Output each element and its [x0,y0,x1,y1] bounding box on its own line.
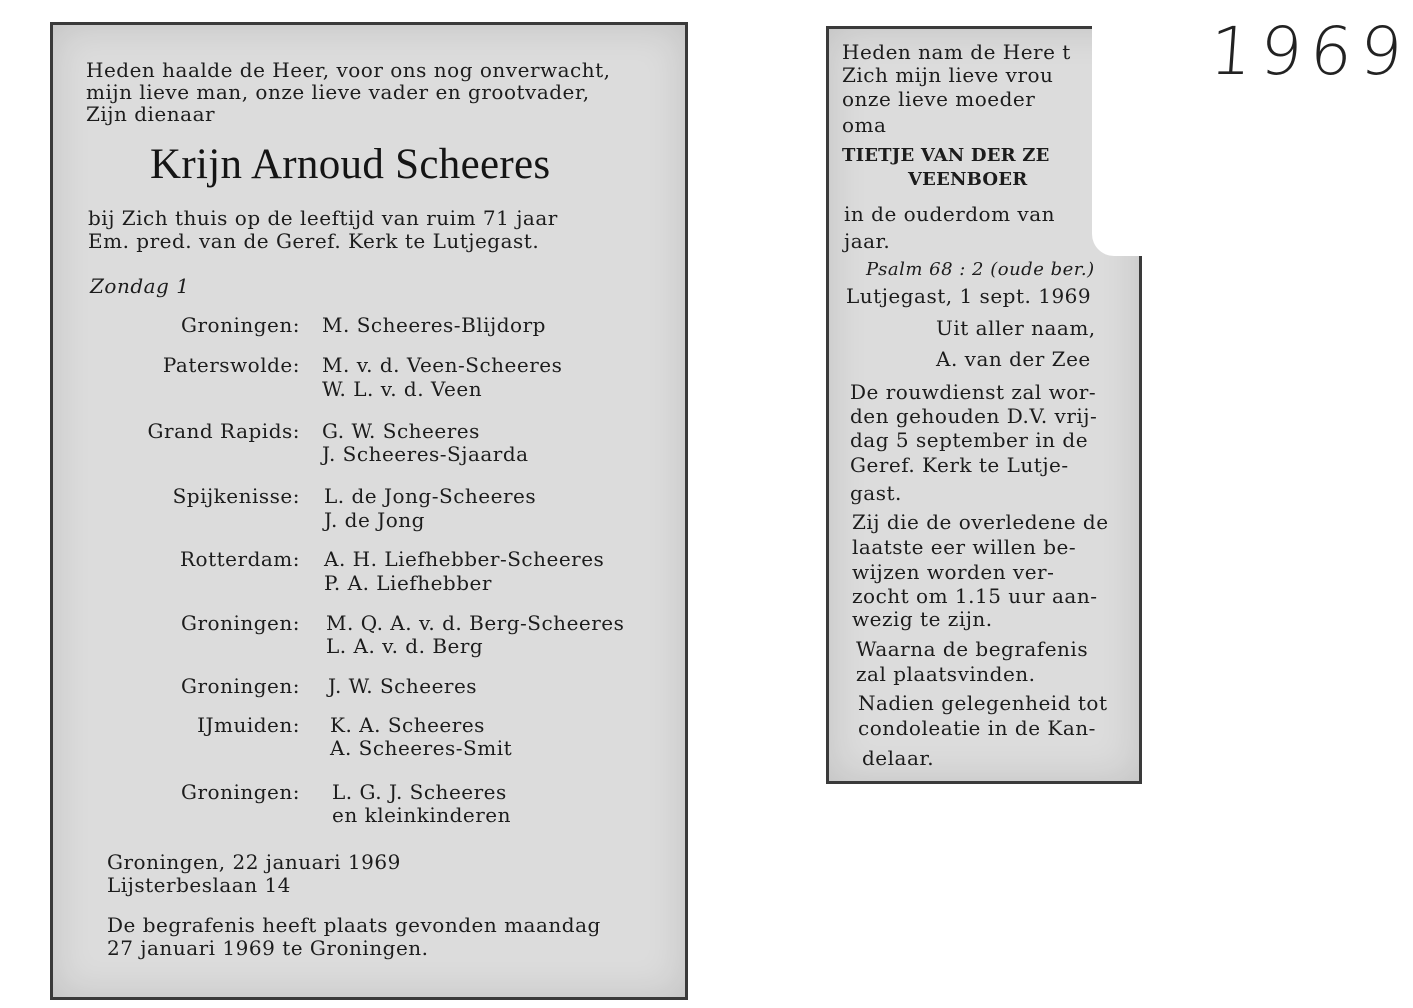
right-psalm: Psalm 68 : 2 (oude ber.) [866,259,1095,280]
service-line-5: gast. [850,481,902,505]
relative-name: J. W. Scheeres [328,674,478,698]
relative-place: Groningen: [181,674,300,698]
right-intro-line-4: oma [842,113,887,137]
relative-place: Spijkenisse: [172,484,300,508]
details-line-2: Em. pred. van de Geref. Kerk te Lutjegast. [88,229,540,253]
funeral-line-2: 27 januari 1969 te Groningen. [107,936,429,960]
funeral-line-1: De begrafenis heeft plaats gevonden maandag [107,913,601,937]
intro-line-3: Zijn dienaar [86,102,216,126]
address-line-1: Groningen, 22 januari 1969 [107,850,401,874]
relative-name: G. W. Scheeres [322,419,480,443]
burial-line-1: Waarna de begrafenis [856,637,1089,661]
relative-place: Paterswolde: [162,353,300,377]
right-signoff-2: A. van der Zee [936,347,1091,371]
day-line: Zondag 1 [90,274,190,298]
handwritten-year: 1969 [1207,13,1413,90]
condolence-line-2: condoleatie in de Kan- [858,716,1096,740]
relative-name: J. de Jong [324,508,425,532]
relative-place: Groningen: [181,611,300,635]
relative-name: K. A. Scheeres [330,713,485,737]
details-line-1: bij Zich thuis op de leeftijd van ruim 71 jaar [88,206,558,230]
address-line-2: Lijsterbeslaan 14 [107,873,291,897]
relative-name: M. Q. A. v. d. Berg-Scheeres [326,611,625,635]
relative-name: M. Scheeres-Blijdorp [322,313,546,337]
relative-name: W. L. v. d. Veen [322,377,483,401]
service-line-3: dag 5 september in de [850,428,1089,452]
right-intro-line-3: onze lieve moeder [842,87,1036,111]
relative-place: Grand Rapids: [147,419,300,443]
relative-place: Groningen: [181,313,300,337]
relative-place: Rotterdam: [180,547,300,571]
relative-name: A. Scheeres-Smit [330,736,513,760]
respect-line-5: wezig te zijn. [852,607,993,631]
relative-name: A. H. Liefhebber-Scheeres [324,547,605,571]
condolence-line-3: delaar. [862,746,935,770]
respect-line-3: wijzen worden ver- [852,560,1055,584]
right-deceased-name-line-2: VEENBOER [908,169,1028,190]
relative-name: M. v. d. Veen-Scheeres [322,353,563,377]
condolence-line-1: Nadien gelegenheid tot [858,691,1108,715]
right-intro-line-1: Heden nam de Here t [842,40,1071,64]
relative-name: L. A. v. d. Berg [326,634,484,658]
relative-place: IJmuiden: [197,713,300,737]
intro-line-2: mijn lieve man, onze lieve vader en grootvader, [86,80,590,104]
burial-line-2: zal plaatsvinden. [856,662,1036,686]
respect-line-4: zocht om 1.15 uur aan- [852,584,1098,608]
relative-name: L. de Jong-Scheeres [324,484,537,508]
right-age-line-2: jaar. [844,229,891,253]
relative-name: en kleinkinderen [332,803,512,827]
right-deceased-name-line-1: TIETJE VAN DER ZE [842,145,1050,166]
service-line-2: den gehouden D.V. vrij- [850,404,1098,428]
service-line-4: Geref. Kerk te Lutje- [850,453,1069,477]
relative-name: L. G. J. Scheeres [332,780,507,804]
right-date: Lutjegast, 1 sept. 1969 [846,284,1092,308]
right-age-line-1: in de ouderdom van [844,202,1056,226]
deceased-name: Krijn Arnoud Scheeres [150,141,551,188]
respect-line-2: laatste eer willen be- [852,535,1077,559]
service-line-1: De rouwdienst zal wor- [850,380,1097,404]
right-signoff-1: Uit aller naam, [936,316,1096,340]
respect-line-1: Zij die de overledene de [852,510,1109,534]
intro-line-1: Heden haalde de Heer, voor ons nog onverwacht, [86,58,611,82]
relative-place: Groningen: [181,780,300,804]
relative-name: P. A. Liefhebber [324,571,492,595]
right-intro-line-2: Zich mijn lieve vrou [842,63,1054,87]
relative-name: J. Scheeres-Sjaarda [322,442,529,466]
